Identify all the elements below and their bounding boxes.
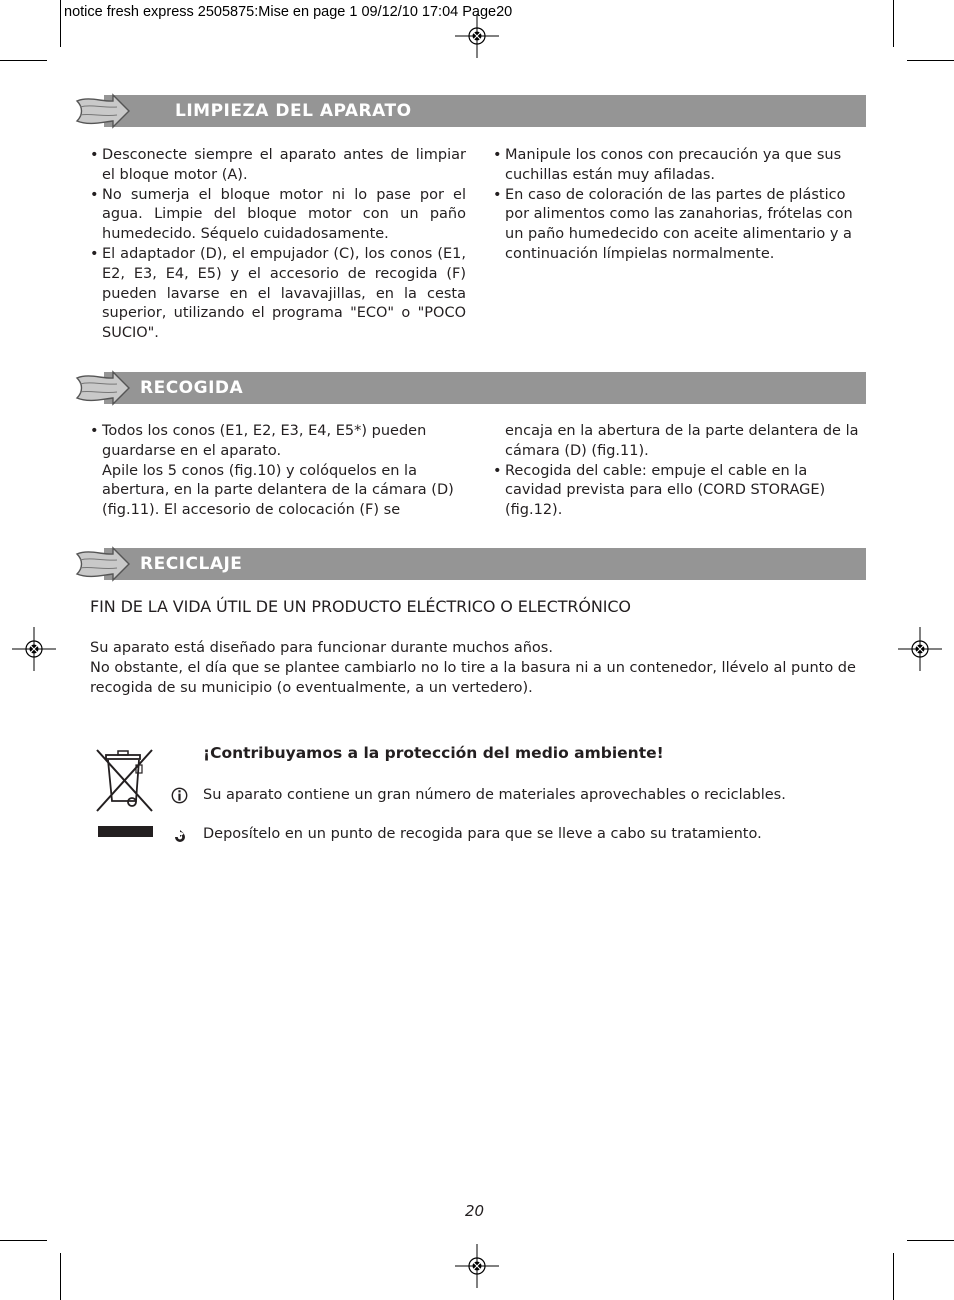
arrow-icon: [75, 370, 131, 406]
info-icon: [171, 787, 188, 804]
arrow-icon: [75, 93, 131, 129]
list-item-continuation: encaja en la abertura de la parte delantera de la cámara (D) (fig.11).: [505, 423, 859, 459]
list-item: • Manipule los conos con precaución ya que sus cuchillas están muy afiladas.: [493, 146, 871, 186]
crossed-out-bin-icon: [92, 745, 156, 840]
registration-mark-icon: [455, 14, 499, 58]
list-item: • Recogida del cable: empuje el cable en la cavidad prevista para ello (CORD STORAGE) (fig.12).: [493, 462, 863, 521]
limpieza-right-column: [493, 146, 871, 265]
eco-deposit-text: Deposítelo en un punto de recogida para que se lleve a cabo su tratamiento.: [203, 826, 762, 842]
recogida-left-column: [90, 422, 466, 521]
page-number: 20: [465, 1202, 485, 1220]
limpieza-left-column: [90, 146, 466, 344]
list-item: • Desconecte siempre el aparato antes de limpiar el bloque motor (A).: [90, 146, 466, 186]
reciclaje-paragraph: Su aparato está diseñado para funcionar durante muchos años. No obstante, el día que se plantee cambiarlo no lo tire a la basura ni a un contenedor, llévelo al punto de recogida de su municipio (o eventualmente, a un vertedero).: [90, 640, 856, 696]
eco-heading: ¡Contribuyamos a la protección del medio ambiente!: [203, 744, 664, 762]
arrow-icon: [75, 546, 131, 582]
recogida-right-column: [493, 422, 863, 521]
recycle-arrow-icon: [172, 829, 188, 845]
list-item: • El adaptador (D), el empujador (C), los conos (E1, E2, E3, E4, E5) y el accesorio de recogida (F) pueden lavarse en el lavavajillas, en la cesta superior, utilizando el programa "ECO" o "POCO SUCIO".: [90, 245, 466, 344]
list-item: • No sumerja el bloque motor ni lo pase por el agua. Limpie del bloque motor con un paño humedecido. Séquelo cuidadosamente.: [90, 186, 466, 245]
list-item: • Todos los conos (E1, E2, E3, E4, E5*) pueden guardarse en el aparato. Apile los 5 conos (fig.10) y colóquelos en la abertura, en la parte delantera de la cámara (D) (fig.11). El accesorio de colocación (F) se: [90, 422, 466, 521]
section-title-limpieza: LIMPIEZA DEL APARATO: [175, 101, 412, 121]
section-title-reciclaje: RECICLAJE: [140, 554, 243, 574]
registration-mark-icon: [12, 627, 56, 671]
reciclaje-subheading: FIN DE LA VIDA ÚTIL DE UN PRODUCTO ELÉCTRICO O ELECTRÓNICO: [90, 597, 631, 616]
registration-mark-icon: [455, 1244, 499, 1288]
eco-info-text: Su aparato contiene un gran número de materiales aprovechables o reciclables.: [203, 787, 786, 803]
list-item: • En caso de coloración de las partes de plástico por alimentos como las zanahorias, frótelas con un paño humedecido con aceite alimentario y a continuación límpielas normalmente.: [493, 186, 871, 265]
printer-header: notice fresh express 2505875:Mise en page 1 09/12/10 17:04 Page20: [64, 4, 513, 20]
registration-mark-icon: [898, 627, 942, 671]
section-title-recogida: RECOGIDA: [140, 378, 244, 398]
